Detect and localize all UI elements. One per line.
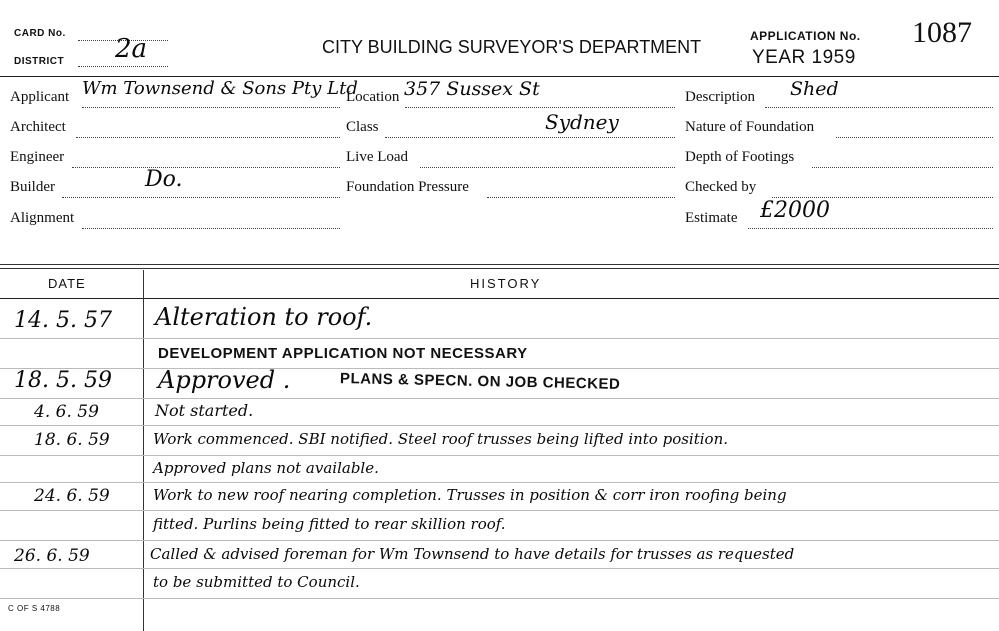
history-date: 14. 5. 57 [14, 308, 112, 333]
history-date: 4. 6. 59 [34, 402, 99, 422]
row-rule [0, 368, 999, 369]
header-rule [0, 76, 999, 77]
table-header-rule [0, 298, 999, 299]
history-date: 18. 6. 59 [34, 430, 110, 450]
row-rule [0, 425, 999, 426]
architect-line [76, 137, 340, 138]
description-value: Shed [790, 78, 839, 100]
history-entry: Work commenced. SBI notified. Steel roof trusses being lifted into position. [153, 430, 729, 448]
location-line [405, 107, 675, 108]
year-label: YEAR 1959 [752, 47, 856, 68]
depth-of-footings-line [812, 167, 993, 168]
estimate-label: Estimate [685, 210, 738, 226]
estimate-line [748, 228, 993, 229]
engineer-line [72, 167, 340, 168]
row-rule [0, 398, 999, 399]
application-no-value: 1087 [912, 16, 972, 49]
development-stamp: DEVELOPMENT APPLICATION NOT NECESSARY [158, 345, 528, 362]
history-entry: Work to new roof nearing completion. Trusses in position & corr iron roofing being [153, 486, 787, 504]
nature-of-foundation-label: Nature of Foundation [685, 119, 815, 135]
row-rule [0, 482, 999, 483]
builder-label: Builder [10, 179, 55, 195]
history-entry: Called & advised foreman for Wm Townsend to have details for trusses as requested [150, 545, 795, 563]
live-load-label: Live Load [346, 149, 409, 165]
history-entry: Approved . [158, 366, 291, 394]
description-line [765, 107, 993, 108]
estimate-value: £2000 [760, 198, 830, 223]
location-label: Location [346, 89, 400, 105]
history-entry: Alteration to roof. [155, 303, 373, 331]
row-rule [0, 510, 999, 511]
class-label: Class [346, 119, 379, 135]
architect-label: Architect [10, 119, 66, 135]
alignment-label: Alignment [10, 210, 75, 226]
history-entry: Not started. [155, 401, 254, 420]
history-date: 26. 6. 59 [14, 546, 90, 566]
row-rule [0, 568, 999, 569]
district-line [78, 66, 168, 67]
history-date: 24. 6. 59 [34, 486, 110, 506]
date-column-header: DATE [48, 276, 86, 291]
builder-line [62, 197, 340, 198]
applicant-value: Wm Townsend & Sons Pty Ltd [82, 78, 358, 99]
column-divider [143, 270, 144, 631]
district-value: 2a [115, 34, 148, 64]
plans-checked-stamp: PLANS & SPECN. ON JOB CHECKED [339, 370, 621, 393]
history-date: 18. 5. 59 [14, 368, 112, 393]
nature-of-foundation-line [836, 137, 993, 138]
checked-by-label: Checked by [685, 179, 757, 195]
history-column-header: HISTORY [470, 276, 542, 291]
applicant-label: Applicant [10, 89, 70, 105]
fields-rule [0, 264, 999, 265]
row-rule [0, 455, 999, 456]
applicant-line [82, 107, 340, 108]
class-line [385, 137, 675, 138]
foundation-pressure-label: Foundation Pressure [346, 179, 469, 195]
form-code: C OF S 4788 [8, 604, 61, 613]
engineer-label: Engineer [10, 149, 65, 165]
fields-rule-double [0, 268, 999, 269]
live-load-line [420, 167, 675, 168]
class-value: Sydney [545, 110, 619, 134]
alignment-line [82, 228, 340, 229]
row-rule [0, 540, 999, 541]
application-no-label: APPLICATION No. [750, 29, 861, 43]
history-entry: to be submitted to Council. [153, 573, 360, 591]
description-label: Description [685, 89, 755, 105]
row-rule [0, 598, 999, 599]
foundation-pressure-line [487, 197, 675, 198]
department-title: CITY BUILDING SURVEYOR'S DEPARTMENT [322, 37, 702, 57]
depth-of-footings-label: Depth of Footings [685, 149, 795, 165]
history-entry: Approved plans not available. [153, 459, 379, 477]
history-entry: fitted. Purlins being fitted to rear skillion roof. [153, 515, 506, 533]
row-rule [0, 338, 999, 339]
card-no-label: CARD No. [14, 28, 66, 39]
builder-value: Do. [145, 167, 183, 192]
location-value: 357 Sussex St [404, 78, 540, 100]
district-label: DISTRICT [14, 56, 65, 67]
